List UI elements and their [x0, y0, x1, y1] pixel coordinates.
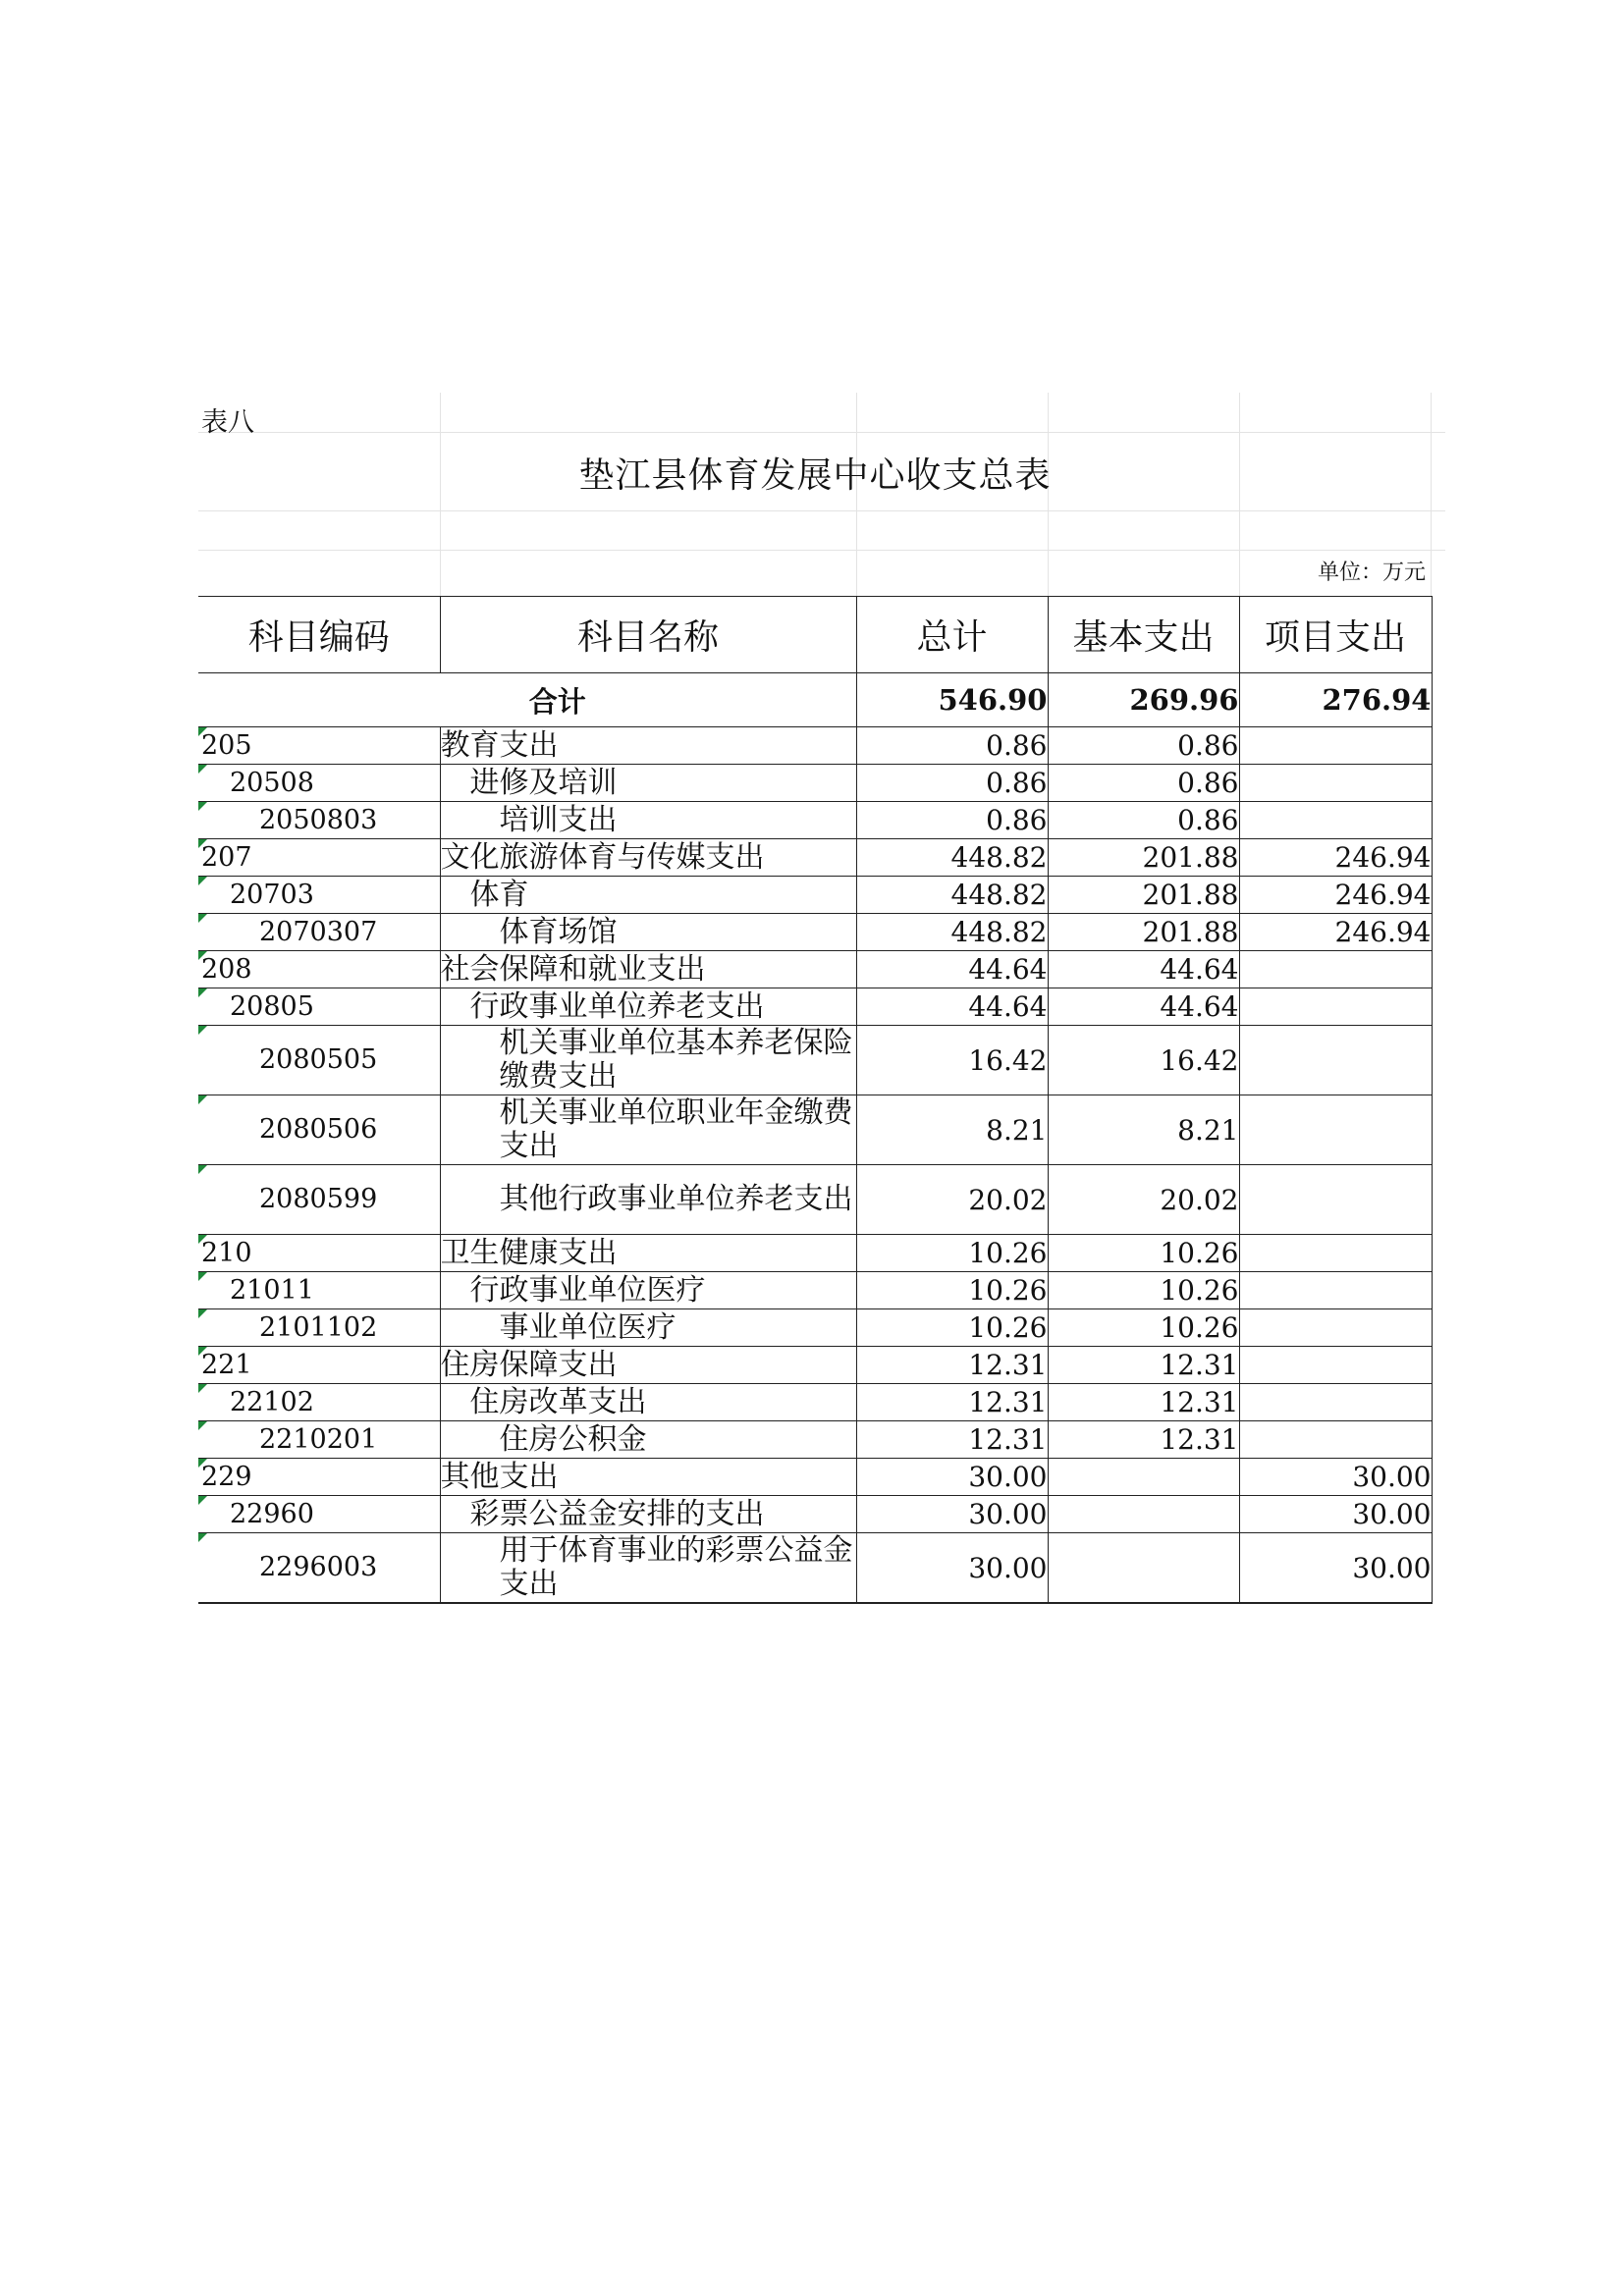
row-code: 2296003: [198, 1533, 440, 1604]
row-name: 机关事业单位职业年金缴费支出: [440, 1095, 856, 1165]
row-code: 221: [198, 1347, 440, 1384]
row-basic: 10.26: [1048, 1309, 1239, 1347]
row-project: 30.00: [1239, 1496, 1432, 1533]
row-project: [1239, 1165, 1432, 1235]
table-row: [198, 1496, 1432, 1533]
row-basic: 16.42: [1048, 1026, 1239, 1095]
row-total: 0.86: [856, 765, 1048, 802]
row-name: 卫生健康支出: [440, 1235, 856, 1272]
table-label: 表八: [201, 407, 254, 438]
row-code: 2050803: [198, 802, 440, 839]
row-total: 12.31: [856, 1384, 1048, 1421]
row-code: 2080505: [198, 1026, 440, 1095]
row-code: 22960: [198, 1496, 440, 1533]
row-name: 行政事业单位养老支出: [440, 988, 856, 1026]
total-project: 276.94: [1239, 673, 1432, 727]
table-row: [198, 877, 1432, 914]
table-row: [198, 988, 1432, 1026]
row-total: 44.64: [856, 951, 1048, 988]
row-project: [1239, 1309, 1432, 1347]
table-row: [198, 1235, 1432, 1272]
row-code: 229: [198, 1459, 440, 1496]
unit-label: 单位：万元: [1317, 561, 1426, 585]
row-code: 2080599: [198, 1165, 440, 1235]
gridline: [198, 550, 1445, 551]
row-project: [1239, 1235, 1432, 1272]
row-project: [1239, 1095, 1432, 1165]
row-basic: 10.26: [1048, 1272, 1239, 1309]
row-project: [1239, 1347, 1432, 1384]
row-name: 机关事业单位基本养老保险缴费支出: [440, 1026, 856, 1095]
row-code: 2210201: [198, 1421, 440, 1459]
row-name: 行政事业单位医疗: [440, 1272, 856, 1309]
row-basic: 0.86: [1048, 727, 1239, 765]
header-row: [198, 597, 1432, 673]
row-project: [1239, 1026, 1432, 1095]
table-row: [198, 1347, 1432, 1384]
row-total: 20.02: [856, 1165, 1048, 1235]
total-sum: 546.90: [856, 673, 1048, 727]
row-code: 20703: [198, 877, 440, 914]
row-name: 用于体育事业的彩票公益金支出: [440, 1533, 856, 1604]
row-basic: 12.31: [1048, 1384, 1239, 1421]
table-row: [198, 1533, 1432, 1604]
header-project: 项目支出: [1239, 597, 1432, 673]
row-name: 培训支出: [440, 802, 856, 839]
row-project: [1239, 802, 1432, 839]
row-total: 16.42: [856, 1026, 1048, 1095]
header-name: 科目名称: [440, 597, 856, 673]
row-basic: 10.26: [1048, 1235, 1239, 1272]
table-row: [198, 1459, 1432, 1496]
table-row: [198, 1309, 1432, 1347]
row-total: 0.86: [856, 727, 1048, 765]
row-project: 30.00: [1239, 1533, 1432, 1604]
row-name: 住房保障支出: [440, 1347, 856, 1384]
row-code: 22102: [198, 1384, 440, 1421]
header-total: 总计: [856, 597, 1048, 673]
row-basic: [1048, 1459, 1239, 1496]
header-code: 科目编码: [198, 597, 440, 673]
row-code: 21011: [198, 1272, 440, 1309]
table-row: [198, 839, 1432, 877]
row-project: [1239, 727, 1432, 765]
row-basic: 44.64: [1048, 988, 1239, 1026]
row-name: 进修及培训: [440, 765, 856, 802]
row-name: 彩票公益金安排的支出: [440, 1496, 856, 1533]
table-row: [198, 802, 1432, 839]
header-basic: 基本支出: [1048, 597, 1239, 673]
row-total: 448.82: [856, 914, 1048, 951]
row-project: 246.94: [1239, 877, 1432, 914]
row-code: 207: [198, 839, 440, 877]
row-name: 社会保障和就业支出: [440, 951, 856, 988]
row-basic: 0.86: [1048, 765, 1239, 802]
summary-table: [198, 596, 1433, 1604]
row-total: 10.26: [856, 1272, 1048, 1309]
table-row: [198, 1165, 1432, 1235]
total-basic: 269.96: [1048, 673, 1239, 727]
table-row: [198, 1272, 1432, 1309]
row-name: 文化旅游体育与传媒支出: [440, 839, 856, 877]
row-name: 事业单位医疗: [440, 1309, 856, 1347]
row-basic: 12.31: [1048, 1421, 1239, 1459]
row-project: 30.00: [1239, 1459, 1432, 1496]
row-total: 30.00: [856, 1459, 1048, 1496]
row-basic: 201.88: [1048, 877, 1239, 914]
row-total: 10.26: [856, 1235, 1048, 1272]
row-basic: 44.64: [1048, 951, 1239, 988]
row-total: 44.64: [856, 988, 1048, 1026]
row-basic: [1048, 1496, 1239, 1533]
row-project: [1239, 951, 1432, 988]
row-name: 住房公积金: [440, 1421, 856, 1459]
row-name: 教育支出: [440, 727, 856, 765]
row-name: 其他支出: [440, 1459, 856, 1496]
row-basic: 8.21: [1048, 1095, 1239, 1165]
row-code: 208: [198, 951, 440, 988]
gridline: [198, 432, 1445, 433]
row-project: [1239, 765, 1432, 802]
total-label: 合计: [198, 673, 856, 727]
table-row: [198, 1095, 1432, 1165]
row-basic: 12.31: [1048, 1347, 1239, 1384]
total-row: [198, 673, 1432, 727]
table-row: [198, 1384, 1432, 1421]
gridline: [198, 510, 1445, 511]
row-code: 210: [198, 1235, 440, 1272]
table-row: [198, 1026, 1432, 1095]
row-name: 住房改革支出: [440, 1384, 856, 1421]
row-total: 12.31: [856, 1347, 1048, 1384]
row-name: 体育场馆: [440, 914, 856, 951]
row-basic: 0.86: [1048, 802, 1239, 839]
row-total: 448.82: [856, 877, 1048, 914]
row-total: 30.00: [856, 1496, 1048, 1533]
row-total: 10.26: [856, 1309, 1048, 1347]
row-total: 12.31: [856, 1421, 1048, 1459]
row-basic: 201.88: [1048, 839, 1239, 877]
row-project: [1239, 1272, 1432, 1309]
table-row: [198, 727, 1432, 765]
page-title: 垫江县体育发展中心收支总表: [578, 455, 1052, 496]
table-row: [198, 765, 1432, 802]
row-total: 448.82: [856, 839, 1048, 877]
row-total: 0.86: [856, 802, 1048, 839]
row-name: 其他行政事业单位养老支出: [440, 1165, 856, 1235]
row-basic: 201.88: [1048, 914, 1239, 951]
row-project: [1239, 1421, 1432, 1459]
table-row: [198, 914, 1432, 951]
table-row: [198, 951, 1432, 988]
row-code: 20805: [198, 988, 440, 1026]
row-total: 30.00: [856, 1533, 1048, 1604]
row-project: [1239, 1384, 1432, 1421]
row-code: 2101102: [198, 1309, 440, 1347]
row-name: 体育: [440, 877, 856, 914]
row-code: 2080506: [198, 1095, 440, 1165]
table-row: [198, 1421, 1432, 1459]
row-project: 246.94: [1239, 839, 1432, 877]
row-project: 246.94: [1239, 914, 1432, 951]
row-code: 2070307: [198, 914, 440, 951]
row-code: 205: [198, 727, 440, 765]
row-code: 20508: [198, 765, 440, 802]
row-total: 8.21: [856, 1095, 1048, 1165]
row-basic: [1048, 1533, 1239, 1604]
row-basic: 20.02: [1048, 1165, 1239, 1235]
row-project: [1239, 988, 1432, 1026]
